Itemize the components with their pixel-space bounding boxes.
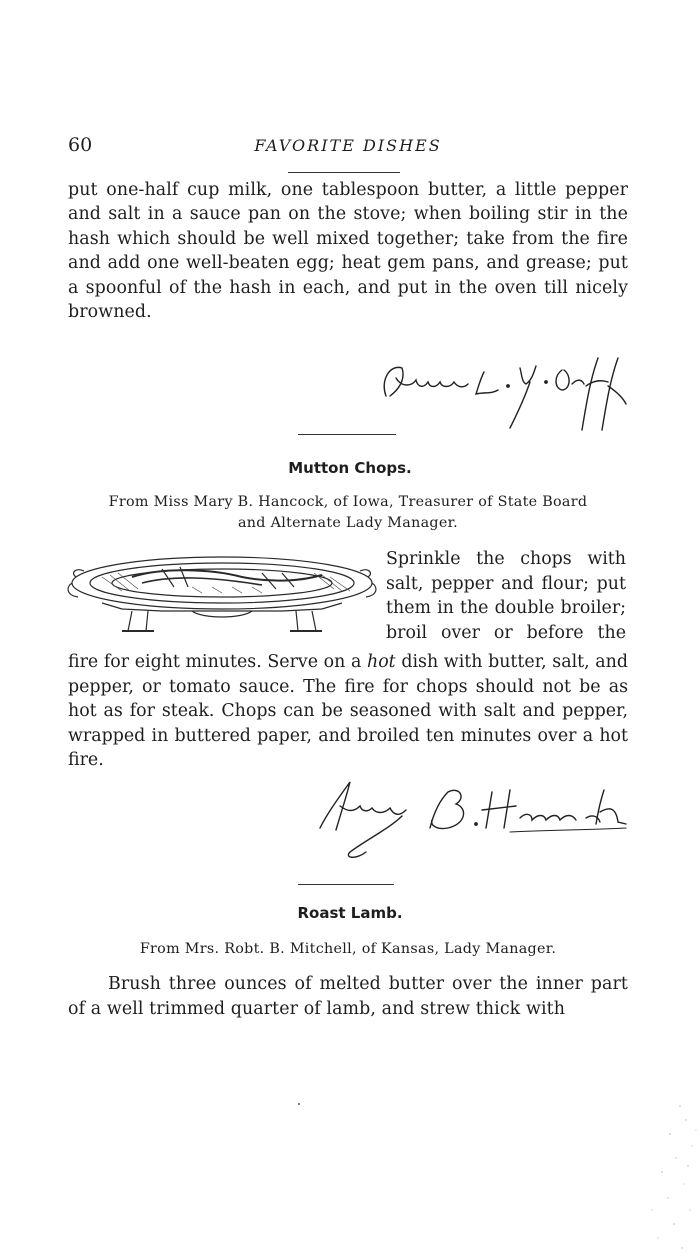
ink-speck — [298, 1103, 300, 1105]
recipe-source-roast-lamb: From Mrs. Robt. B. Mitchell, of Kansas, Lady Manager. — [139, 941, 557, 957]
text-segment: fire for eight minutes. Serve on a — [68, 652, 368, 672]
section-divider — [298, 434, 396, 435]
recipe-title-roast-lamb: Roast Lamb. — [297, 904, 403, 922]
platter-illustration — [62, 547, 382, 639]
header-rule — [288, 172, 400, 173]
signature-anne-orff — [372, 350, 632, 436]
paper-texture-specks — [640, 1100, 700, 1256]
text-line: Sprinkle the chops with — [386, 549, 626, 569]
section-divider — [298, 884, 394, 885]
page-header — [68, 134, 628, 164]
italic-word: hot — [367, 652, 396, 672]
page-number: 60 — [68, 134, 93, 156]
recipe-title-mutton-chops: Mutton Chops. — [288, 459, 412, 477]
signature-mary-hancock — [310, 772, 630, 864]
recipe-text-continued — [68, 650, 628, 773]
recipe-source-mutton-chops — [68, 492, 628, 534]
source-line: and Alternate Lady Manager. — [237, 515, 459, 531]
text-line: broil over or before the — [386, 622, 626, 643]
source-line: From Miss Mary B. Hancock, of Iowa, Treasurer of State Board — [108, 494, 588, 510]
recipe-text-wrapped — [386, 547, 626, 645]
text-line: them in the double broiler; — [386, 598, 626, 619]
roast-lamb-paragraph: Brush three ounces of melted butter over the inner part of a well trimmed quarter of lamb, and strew thick with — [68, 974, 628, 1019]
intro-paragraph: put one-half cup milk, one tablespoon butter, a little pepper and salt in a sauce pan on the stove; when boiling stir in the hash which should be well mixed together; take from the fire and add one well-beaten egg; heat gem pans, and grease; put a spoonful of the hash in each, and put in the oven till nicely browned. — [68, 180, 628, 323]
running-title: FAVORITE DISHES — [254, 136, 442, 155]
text-segment: dish with butter, salt, and pepper, or tomato sauce. The fire for chops should not be as hot as for steak. Chops can be seasoned with salt and pepper, wrapped in buttered paper, and broiled ten minutes over a hot fire. — [68, 652, 628, 771]
text-line: salt, pepper and flour; put — [386, 573, 626, 594]
